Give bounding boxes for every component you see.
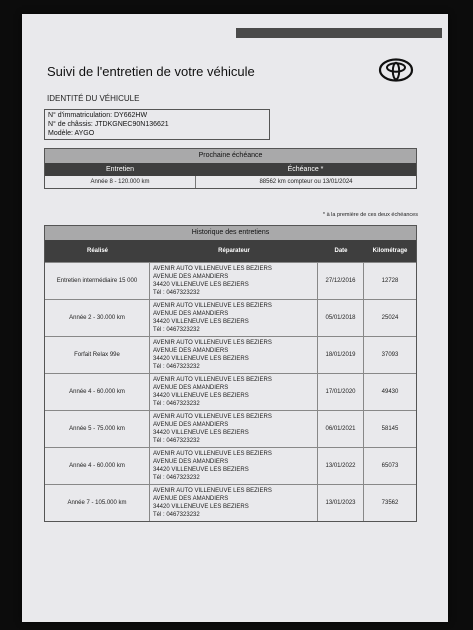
header-kilometrage: Kilométrage xyxy=(372,248,408,254)
cell-date: 27/12/2016 xyxy=(318,263,364,299)
repairer-phone: Tél : 0467323232 xyxy=(153,475,200,481)
repairer-phone: Tél : 0467323232 xyxy=(153,290,200,296)
cell-reparateur xyxy=(150,263,318,299)
service-history-table xyxy=(44,225,417,522)
cell-realise: Forfait Relax 99e xyxy=(45,337,150,373)
cell-kilometrage: 65073 xyxy=(381,463,399,469)
history-title: Historique des entretiens xyxy=(45,226,416,240)
table-row xyxy=(45,410,416,447)
cell-realise: Année 4 - 60.000 km xyxy=(45,374,150,410)
next-service-echeance: 88562 km compteur ou 13/01/2024 xyxy=(259,179,353,185)
table-row xyxy=(45,447,416,484)
vehicle-identity-box xyxy=(44,109,270,140)
history-header xyxy=(45,240,416,262)
repairer-street: AVENUE DES AMANDIERS xyxy=(153,274,229,280)
repairer-city: 34420 VILLENEUVE LES BEZIERS xyxy=(153,319,249,325)
vehicle-model: Modèle: AYGO xyxy=(48,130,95,137)
cell-kilometrage: 12728 xyxy=(381,278,399,284)
repairer-name: AVENIR AUTO VILLENEUVE LES BEZIERS xyxy=(153,414,272,420)
next-service-entretien: Année 8 - 120.000 km xyxy=(45,176,196,188)
cell-reparateur xyxy=(150,485,318,521)
repairer-name: AVENIR AUTO VILLENEUVE LES BEZIERS xyxy=(153,488,272,494)
cell-realise: Année 7 - 105.000 km xyxy=(45,485,150,521)
vehicle-section-title: IDENTITÉ DU VÉHICULE xyxy=(47,94,140,103)
repairer-city: 34420 VILLENEUVE LES BEZIERS xyxy=(153,504,249,510)
repairer-city: 34420 VILLENEUVE LES BEZIERS xyxy=(153,430,249,436)
table-row xyxy=(45,484,416,521)
table-row xyxy=(45,299,416,336)
table-row xyxy=(45,373,416,410)
next-service-row xyxy=(45,176,416,188)
cell-kilometrage: 25024 xyxy=(381,315,399,321)
repairer-city: 34420 VILLENEUVE LES BEZIERS xyxy=(153,282,249,288)
table-row xyxy=(45,336,416,373)
table-row xyxy=(45,262,416,299)
next-service-header xyxy=(45,163,416,176)
repairer-street: AVENUE DES AMANDIERS xyxy=(153,348,229,354)
page-title: Suivi de l'entretien de votre véhicule xyxy=(47,64,255,79)
repairer-name: AVENIR AUTO VILLENEUVE LES BEZIERS xyxy=(153,266,272,272)
cell-reparateur xyxy=(150,411,318,447)
cell-kilometrage: 73562 xyxy=(381,500,399,506)
col-echeance: Échéance * xyxy=(287,166,324,173)
repairer-phone: Tél : 0467323232 xyxy=(153,438,200,444)
repairer-street: AVENUE DES AMANDIERS xyxy=(153,311,229,317)
repairer-name: AVENIR AUTO VILLENEUVE LES BEZIERS xyxy=(153,340,272,346)
cell-date: 18/01/2019 xyxy=(318,337,364,373)
repairer-street: AVENUE DES AMANDIERS xyxy=(153,496,229,502)
header-realise: Réalisé xyxy=(86,248,108,254)
history-body xyxy=(45,262,416,521)
col-entretien: Entretien xyxy=(105,166,135,173)
footnote: * à la première de ces deux échéances xyxy=(322,212,418,218)
repairer-phone: Tél : 0467323232 xyxy=(153,512,200,518)
cell-reparateur xyxy=(150,374,318,410)
repairer-city: 34420 VILLENEUVE LES BEZIERS xyxy=(153,467,249,473)
registration-number: N° d'immatriculation: DY662HW xyxy=(48,112,148,119)
cell-realise: Année 2 - 30.000 km xyxy=(45,300,150,336)
next-service-table xyxy=(44,148,417,189)
repairer-street: AVENUE DES AMANDIERS xyxy=(153,422,229,428)
cell-date: 06/01/2021 xyxy=(318,411,364,447)
repairer-street: AVENUE DES AMANDIERS xyxy=(153,459,229,465)
repairer-city: 34420 VILLENEUVE LES BEZIERS xyxy=(153,356,249,362)
repairer-phone: Tél : 0467323232 xyxy=(153,327,200,333)
cell-reparateur xyxy=(150,448,318,484)
repairer-name: AVENIR AUTO VILLENEUVE LES BEZIERS xyxy=(153,377,272,383)
cell-kilometrage: 49430 xyxy=(381,389,399,395)
header-reparateur: Réparateur xyxy=(218,248,250,254)
cell-realise: Entretien intermédiaire 15 000 xyxy=(45,263,150,299)
next-service-title: Prochaine échéance xyxy=(45,149,416,163)
cell-realise: Année 5 - 75.000 km xyxy=(45,411,150,447)
header-date: Date xyxy=(334,248,348,254)
document-page xyxy=(22,14,448,622)
cell-date: 13/01/2023 xyxy=(318,485,364,521)
repairer-name: AVENIR AUTO VILLENEUVE LES BEZIERS xyxy=(153,451,272,457)
cell-kilometrage: 58145 xyxy=(381,426,399,432)
repairer-phone: Tél : 0467323232 xyxy=(153,364,200,370)
repairer-city: 34420 VILLENEUVE LES BEZIERS xyxy=(153,393,249,399)
cell-date: 17/01/2020 xyxy=(318,374,364,410)
cell-realise: Année 4 - 60.000 km xyxy=(45,448,150,484)
cell-reparateur xyxy=(150,300,318,336)
cell-date: 05/01/2018 xyxy=(318,300,364,336)
cell-kilometrage: 37093 xyxy=(381,352,399,358)
chassis-number: N° de châssis: JTDKGNEC90N136621 xyxy=(48,121,169,128)
repairer-phone: Tél : 0467323232 xyxy=(153,401,200,407)
repairer-name: AVENIR AUTO VILLENEUVE LES BEZIERS xyxy=(153,303,272,309)
cell-date: 13/01/2022 xyxy=(318,448,364,484)
repairer-street: AVENUE DES AMANDIERS xyxy=(153,385,229,391)
header-bar xyxy=(236,28,442,38)
toyota-logo-icon xyxy=(378,58,414,82)
cell-reparateur xyxy=(150,337,318,373)
